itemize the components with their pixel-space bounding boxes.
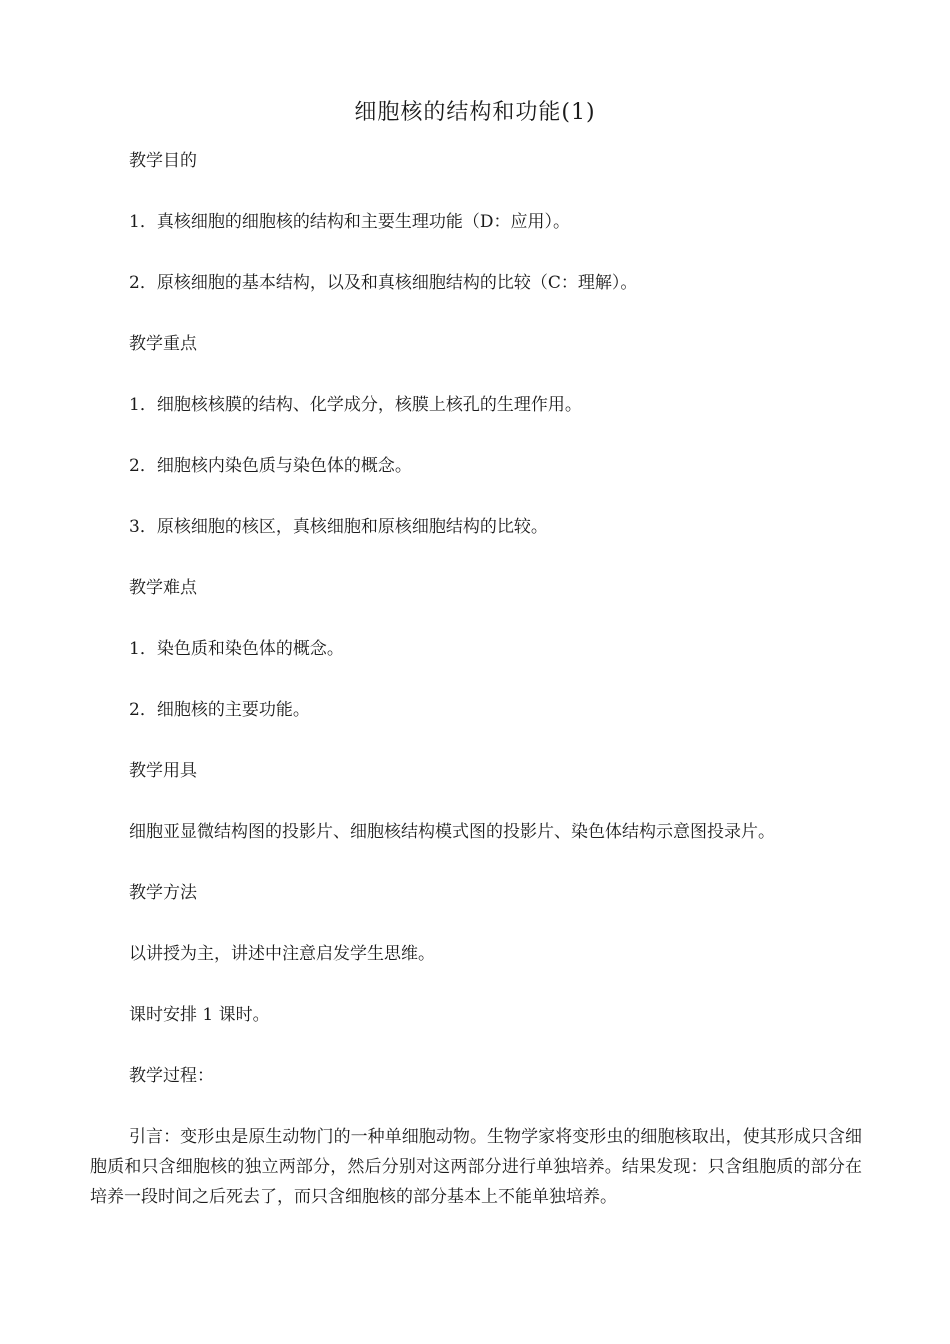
objective-2: 2．原核细胞的基本结构，以及和真核细胞结构的比较（C：理解）。 xyxy=(129,273,638,293)
key-point-2: 2．细胞核内染色质与染色体的概念。 xyxy=(129,456,412,476)
heading-teaching-aids: 教学用具 xyxy=(129,761,197,781)
intro-paragraph: 引言：变形虫是原生动物门的一种单细胞动物。生物学家将变形虫的细胞核取出，使其形成只含细胞质和只含细胞核的独立两部分，然后分别对这两部分进行单独培养。结果发现：只含组胞质的部分在培养一段时间之后死去了，而只含细胞核的部分基本上不能单独培养。 xyxy=(90,1127,862,1207)
teaching-methods-text: 以讲授为主，讲述中注意启发学生思维。 xyxy=(129,944,435,964)
teaching-aids-text: 细胞亚显微结构图的投影片、细胞核结构模式图的投影片、染色体结构示意图投录片。 xyxy=(129,822,775,842)
key-point-1: 1．细胞核核膜的结构、化学成分，核膜上核孔的生理作用。 xyxy=(129,395,582,415)
difficulty-1: 1．染色质和染色体的概念。 xyxy=(129,639,344,659)
objective-1: 1．真核细胞的细胞核的结构和主要生理功能（D：应用）。 xyxy=(129,212,570,232)
heading-teaching-methods: 教学方法 xyxy=(129,883,197,903)
class-hours-text: 课时安排 1 课时。 xyxy=(129,1005,270,1025)
heading-key-points: 教学重点 xyxy=(129,334,197,354)
difficulty-2: 2．细胞核的主要功能。 xyxy=(129,700,310,720)
heading-teaching-objectives: 教学目的 xyxy=(129,151,197,171)
key-point-3: 3．原核细胞的核区，真核细胞和原核细胞结构的比较。 xyxy=(129,517,548,537)
heading-teaching-process: 教学过程： xyxy=(129,1066,214,1086)
heading-difficulties: 教学难点 xyxy=(129,578,197,598)
document-title: 细胞核的结构和功能(1) xyxy=(354,100,596,125)
